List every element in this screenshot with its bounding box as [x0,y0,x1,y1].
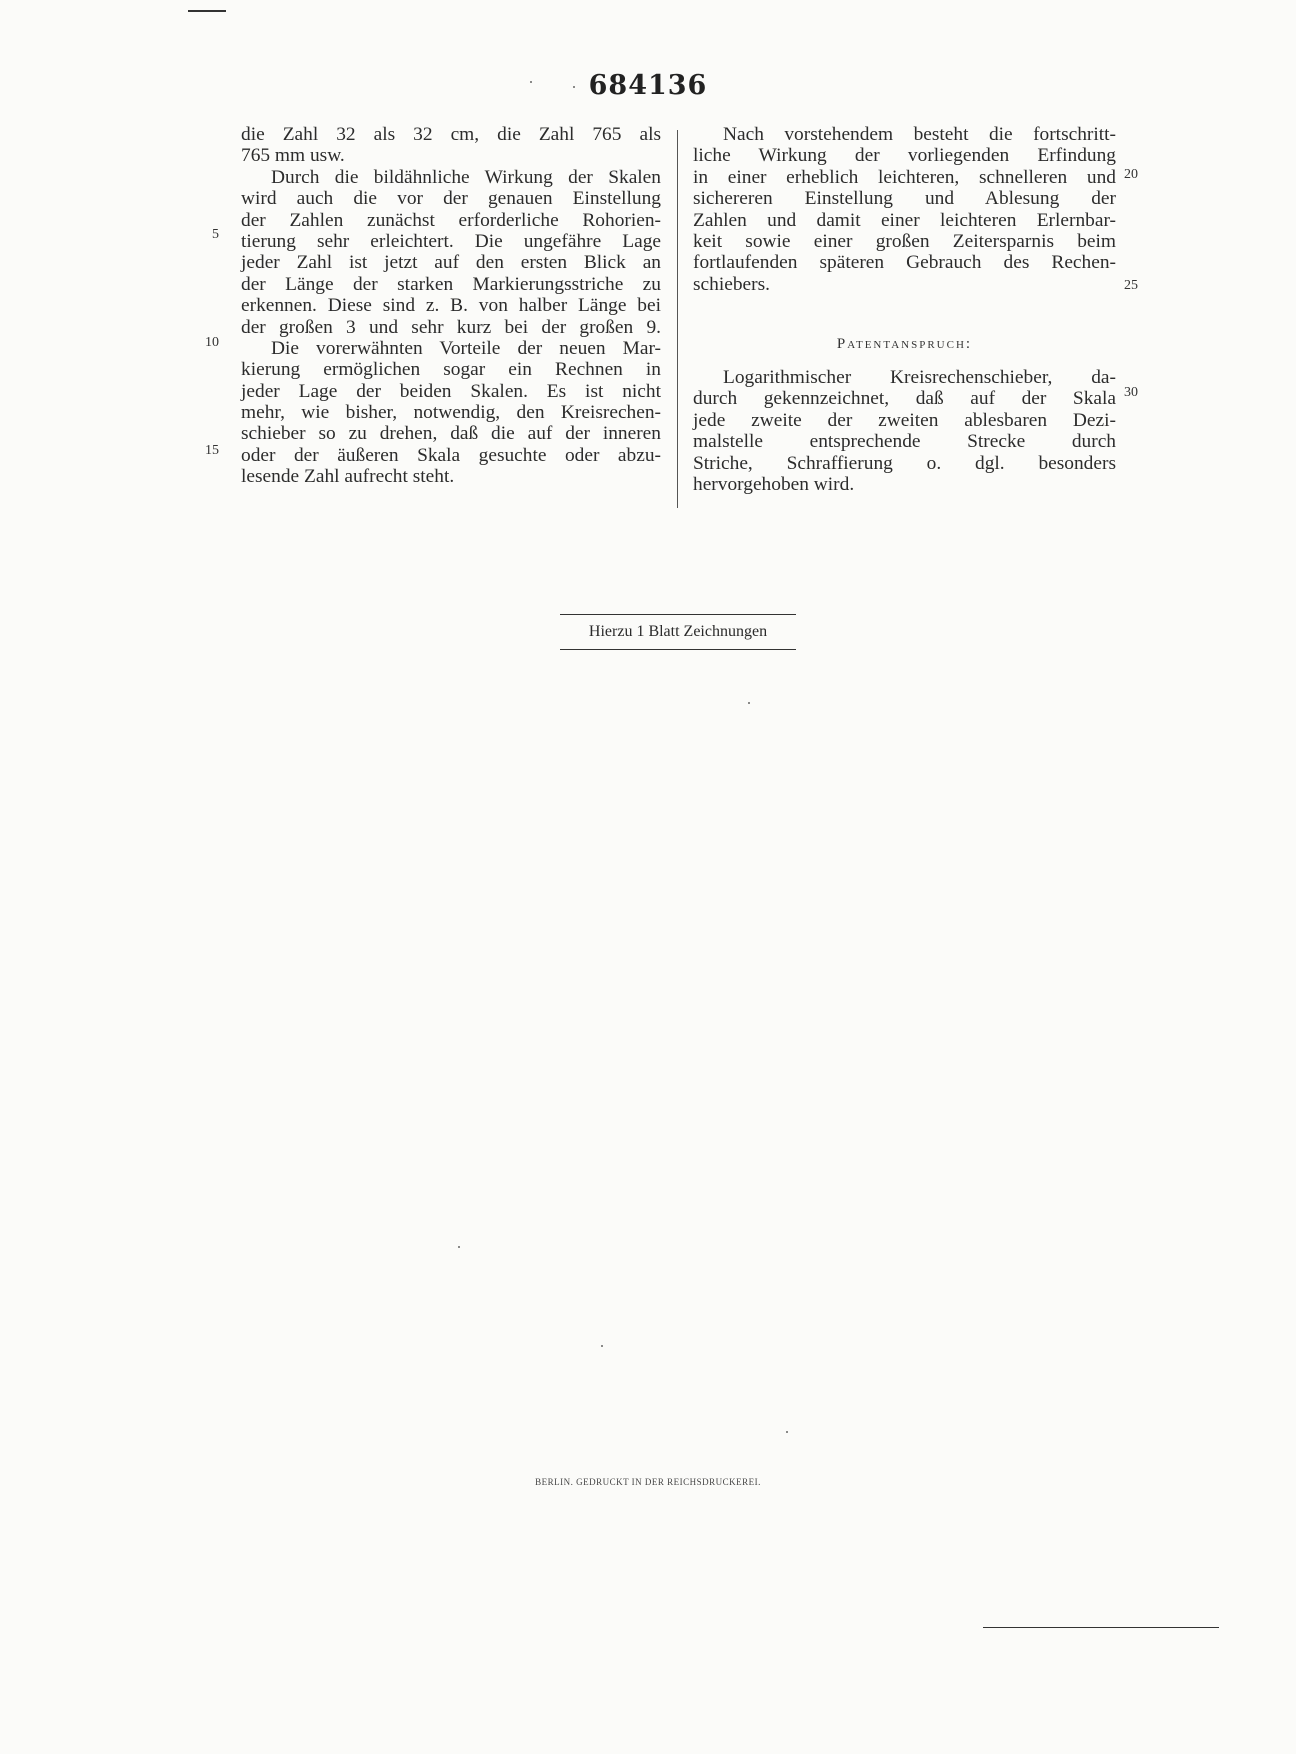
scan-speck [601,1345,603,1347]
text-line: schieber so zu drehen, daß die auf der inneren [241,423,661,445]
text-line: der Zahlen zunächst erforderliche Rohorien- [241,209,661,231]
line-number: 15 [205,443,219,458]
note-top-rule [560,614,796,615]
text-line: oder der äußeren Skala gesuchte oder abzu- [241,444,661,466]
text-line: 765 mm usw. [241,145,345,167]
text-line: hervorgehoben wird. [693,473,855,495]
note-bottom-rule [560,649,796,650]
text-line: Nach vorstehendem besteht die fortschritt- [723,124,1116,145]
drawing-sheet-note [560,614,796,650]
text-line: tierung sehr erleichtert. Die ungefähre Lage [241,230,661,252]
text-line: fortlaufenden späteren Gebrauch des Rechen- [693,252,1116,274]
text-line: Striche, Schraffierung o. dgl. besonders [693,452,1116,474]
line-number: 30 [1124,385,1138,400]
scan-speck [573,86,575,88]
scan-speck [748,702,750,704]
page-number: 684136 [588,70,708,101]
text-line: malstelle entsprechende Strecke durch [693,431,1116,453]
line-number: 25 [1124,278,1138,293]
text-line: lesende Zahl aufrecht steht. [241,466,455,488]
text-line: Zahlen und damit einer leichteren Erlernbar- [693,209,1116,231]
printer-imprint: BERLIN. GEDRUCKT IN DER REICHSDRUCKEREI. [535,1477,761,1487]
text-line: Durch die bildähnliche Wirkung der Skalen [271,166,661,188]
text-line: jeder Lage der beiden Skalen. Es ist nicht [241,380,661,402]
text-line: sichereren Einstellung und Ablesung der [693,188,1116,210]
text-line: durch gekennzeichnet, daß auf der Skala [693,388,1116,410]
line-number: 10 [205,335,219,350]
claim-text [693,367,1116,495]
text-line: der großen 3 und sehr kurz bei der großen 9. [241,316,661,338]
right-column [693,124,1116,295]
sheet-note-text: Hierzu 1 Blatt Zeichnungen [588,623,768,640]
line-number: 20 [1124,167,1138,182]
text-line: erkennen. Diese sind z. B. von halber Länge bei [241,295,661,317]
text-line: schiebers. [693,273,770,295]
text-line: kierung ermöglichen sogar ein Rechnen in [241,359,661,381]
text-line: die Zahl 32 als 32 cm, die Zahl 765 als [241,124,661,145]
top-edge-rule [188,10,226,12]
column-divider [677,130,678,508]
text-line: jede zweite der zweiten ablesbaren Dezi- [693,409,1116,431]
text-line: der Länge der starken Markierungsstriche zu [241,273,661,295]
left-column [241,124,661,488]
claim-heading: Patentanspruch: [836,336,973,352]
text-line: mehr, wie bisher, notwendig, den Kreisrechen- [241,402,661,424]
scan-speck [530,81,532,83]
text-line: in einer erheblich leichteren, schnelleren und [693,166,1116,188]
bottom-edge-rule [983,1627,1219,1628]
line-number: 5 [212,227,219,242]
text-line: jeder Zahl ist jetzt auf den ersten Blick an [241,252,661,274]
text-line: keit sowie einer großen Zeitersparnis beim [693,230,1116,252]
text-line: wird auch die vor der genauen Einstellung [241,188,661,210]
text-line: Logarithmischer Kreisrechenschieber, da- [723,367,1116,388]
scan-speck [786,1431,788,1433]
scan-speck [458,1246,460,1248]
text-line: liche Wirkung der vorliegenden Erfindung [693,145,1116,167]
text-line: Die vorerwähnten Vorteile der neuen Mar- [271,337,661,359]
